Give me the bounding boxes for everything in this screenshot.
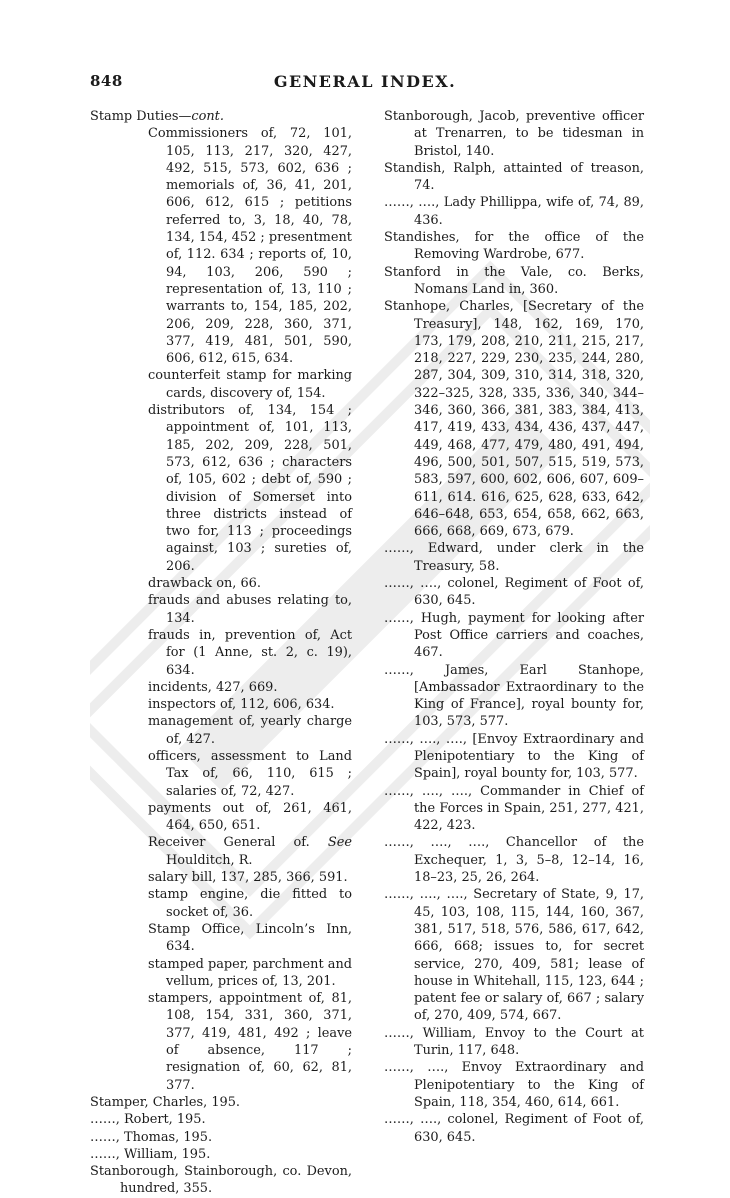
receiver-target: Houlditch, R.	[166, 852, 253, 868]
index-entry: ……, Hugh, payment for looking after Post Office carriers and coaches, 467.	[384, 610, 644, 661]
see-reference: See	[327, 835, 352, 851]
receiver-text: Receiver General of.	[148, 835, 310, 851]
index-entry: ……, …., …., Chancellor of the Exchequer, 1, 3, 5–8, 12–14, 16, 18–23, 25, 26, 264.	[384, 835, 644, 886]
sub-entry: frauds in, prevention of, Act for (1 Anne, st. 2, c. 19), 634.	[148, 627, 352, 678]
heading-text: Stamp Duties—	[90, 109, 192, 124]
index-entry: ……, …., …., [Envoy Extraordinary and Plenipotentiary to the King of Spain], royal bounty for, 103, 577.	[384, 731, 644, 782]
index-entry: ……, …., …., Commander in Chief of the Forces in Spain, 251, 277, 421, 422, 423.	[384, 783, 644, 834]
index-entry: Stamper, Charles, 195.	[90, 1094, 241, 1110]
sub-entry: inspectors of, 112, 606, 634.	[148, 697, 335, 713]
index-entry: ……, Thomas, 195.	[90, 1129, 213, 1145]
index-entry: ……, …., Lady Phillippa, wife of, 74, 89, 436.	[384, 195, 644, 228]
sub-entry: stamp engine, die fitted to socket of, 36.	[148, 887, 352, 920]
sub-entry: counterfeit stamp for marking cards, discovery of, 154.	[148, 368, 352, 401]
sub-entry: distributors of, 134, 154 ; appointment of, 101, 113, 185, 202, 209, 228, 501, 573, 612, 636 ; characters of, 105, 602 ; debt of, 590 ; division of Somerset into three districts instead of two for, 113 ; proceedings against, 103 ; sureties of, 206.	[148, 403, 352, 574]
sub-entry: drawback on, 66.	[148, 576, 261, 592]
sub-entry: incidents, 427, 669.	[148, 679, 278, 695]
index-entry: Standishes, for the office of the Removing Wardrobe, 677.	[384, 230, 644, 263]
sub-entry-receiver	[90, 834, 352, 869]
index-entry: ……, …., …., Secretary of State, 9, 17, 45, 103, 108, 115, 144, 160, 367, 381, 517, 518, 576, 586, 617, 642, 666, 668; issues to, for secret service, 270, 409, 581; lease of house in Whitehall, 115, 123, 644 ; patent fee or salary of, 667 ; salary of, 270, 409, 574, 667.	[384, 887, 644, 1024]
sub-entry: frauds and abuses relating to, 134.	[148, 593, 352, 626]
index-entry: ……, …., Envoy Extraordinary and Plenipotentiary to the King of Spain, 118, 354, 460, 614, 661.	[384, 1060, 644, 1110]
page-number: 848	[90, 72, 123, 90]
index-entry: ……, William, 195.	[90, 1146, 211, 1162]
index-entry: ……, Edward, under clerk in the Treasury, 58.	[384, 541, 644, 574]
index-heading	[90, 108, 352, 125]
heading-cont: cont.	[191, 109, 224, 124]
sub-entry: officers, assessment to Land Tax of, 66, 110, 615 ; salaries of, 72, 427.	[148, 748, 352, 799]
index-entry: ……, …., colonel, Regiment of Foot of, 630, 645.	[384, 1112, 644, 1145]
right-column	[384, 108, 644, 1146]
sub-entry: stampers, appointment of, 81, 108, 154, 331, 360, 371, 377, 419, 481, 492 ; leave of absence, 117 ; resignation of, 60, 62, 81, 377.	[148, 991, 352, 1093]
index-entry: ……, James, Earl Stanhope, [Ambassador Extraordinary to the King of France], royal bounty for, 103, 573, 577.	[384, 662, 644, 730]
sub-entry: payments out of, 261, 461, 464, 650, 651.	[148, 800, 352, 834]
index-entry: Stanborough, Jacob, preventive officer at Trenarren, to be tidesman in Bristol, 140.	[384, 109, 644, 159]
index-entry: Stanford in the Vale, co. Berks, Nomans Land in, 360.	[384, 264, 644, 297]
running-head: GENERAL INDEX.	[273, 72, 457, 91]
index-entry: Standish, Ralph, attainted of treason, 74.	[384, 160, 644, 194]
left-column	[90, 108, 352, 1198]
sub-entry: Commissioners of, 72, 101, 105, 113, 217, 320, 427, 492, 515, 573, 602, 636 ; memorials of, 36, 41, 201, 606, 612, 615 ; petitions referred to, 3, 18, 40, 78, 134, 154, 452 ; presentment of, 112. 634 ; reports of, 10, 94, 103, 206, 590 ; representation of, 13, 110 ; warrants to, 154, 185, 202, 206, 209, 228, 360, 371, 377, 419, 481, 501, 590, 606, 612, 615, 634.	[148, 126, 352, 367]
sub-entry: salary bill, 137, 285, 366, 591.	[148, 870, 348, 886]
index-entry: ……, …., colonel, Regiment of Foot of, 630, 645.	[384, 576, 644, 609]
index-entry: Stanborough, Stainborough, co. Devon, hundred, 355.	[90, 1164, 352, 1197]
index-entry: ……, William, Envoy to the Court at Turin, 117, 648.	[384, 1025, 644, 1059]
sub-entry: stamped paper, parchment and vellum, prices of, 13, 201.	[148, 956, 352, 989]
index-entry: Stanhope, Charles, [Secretary of the Treasury], 148, 162, 169, 170, 173, 179, 208, 210, 211, 215, 217, 218, 227, 229, 230, 235, 244, 280, 287, 304, 309, 310, 314, 318, 320, 322–325, 328, 335, 336, 340, 344–346, 360, 366, 381, 383, 384, 413, 417, 419, 433, 434, 436, 437, 447, 449, 468, 477, 479, 480, 491, 494, 496, 500, 501, 507, 515, 519, 573, 583, 597, 600, 602, 606, 607, 609–611, 614. 616, 625, 628, 633, 642, 646–648, 653, 654, 658, 662, 663, 666, 668, 669, 673, 679.	[384, 299, 644, 540]
page-header	[0, 72, 730, 102]
index-entry: ……, Robert, 195.	[90, 1112, 206, 1128]
sub-entry: management of, yearly charge of, 427.	[148, 714, 352, 747]
sub-entry: Stamp Office, Lincoln’s Inn, 634.	[148, 921, 352, 955]
